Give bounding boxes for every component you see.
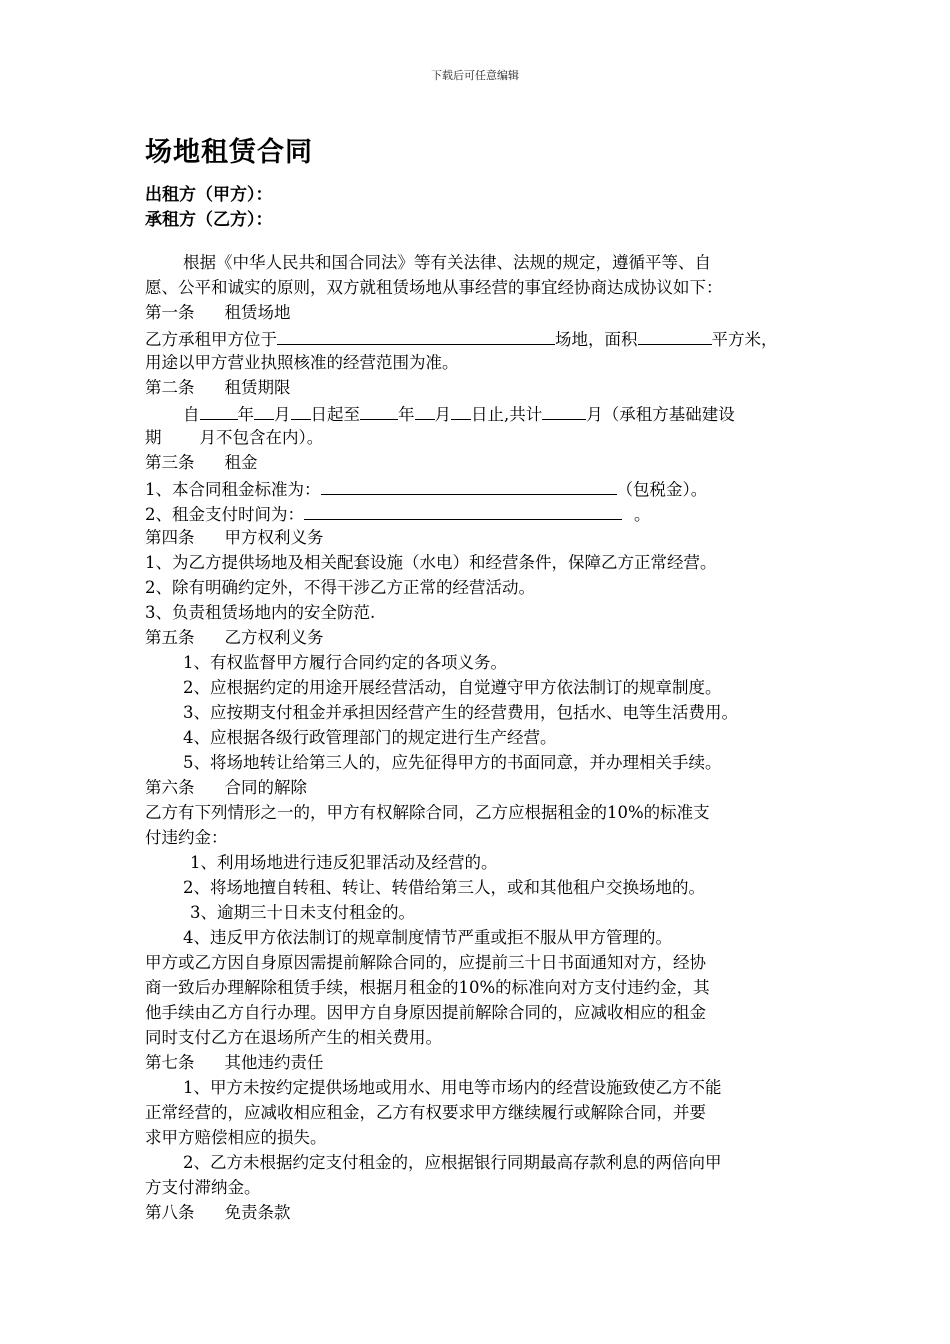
list-item: 2、将场地擅自转租、转让、转借给第三人，或和其他租户交换场地的。 bbox=[183, 878, 705, 897]
area-blank bbox=[638, 330, 712, 345]
payment-time-blank bbox=[304, 505, 622, 520]
paragraph-line: 商一致后办理解除租赁手续，根据月租金的10%的标准向对方支付违约金，其 bbox=[145, 978, 710, 997]
paragraph-line: 甲方或乙方因自身原因需提前解除合同的，应提前三十日书面通知对方，经协 bbox=[145, 953, 706, 972]
list-item: 2、除有明确约定外，不得干涉乙方正常的经营活动。 bbox=[145, 578, 535, 597]
article-1-usage-line: 用途以甲方营业执照核准的经营范围为准。 bbox=[145, 353, 459, 372]
article-heading: 第二条 租赁期限 bbox=[145, 378, 291, 397]
paragraph-line: 2、乙方未根据约定支付租金的，应根据银行同期最高存款利息的两倍向甲 bbox=[183, 1153, 722, 1172]
lessee-label: 承租方（乙方）： bbox=[145, 210, 273, 230]
article-heading: 第五条 乙方权利义务 bbox=[145, 628, 324, 647]
intro-line: 根据《中华人民共和国合同法》等有关法律、法规的规定，遵循平等、自 bbox=[183, 253, 711, 272]
article-heading: 第六条 合同的解除 bbox=[145, 778, 307, 797]
article-2-period-line: 自 年 月 日起至 年 月 日止,共计 月（承租方基础建设 bbox=[183, 405, 735, 424]
list-item: 2、应根据约定的用途开展经营活动，自觉遵守甲方依法制订的规章制度。 bbox=[183, 678, 722, 697]
paragraph-line: 付违约金： bbox=[145, 828, 228, 847]
article-heading: 第三条 租金 bbox=[145, 453, 258, 472]
rent-standard-blank bbox=[321, 480, 617, 495]
paragraph-line: 他手续由乙方自行办理。因甲方自身原因提前解除合同的，应减收相应的租金 bbox=[145, 1003, 706, 1022]
rent-payment-line: 2、租金支付时间为： 。 bbox=[145, 505, 651, 524]
list-item: 4、应根据各级行政管理部门的规定进行生产经营。 bbox=[183, 728, 557, 747]
location-blank bbox=[277, 330, 555, 345]
list-item: 3、逾期三十日未支付租金的。 bbox=[190, 903, 415, 922]
lessor-label: 出租方（甲方）： bbox=[145, 185, 273, 205]
paragraph-line: 1、甲方未按约定提供场地或用水、用电等市场内的经营设施致使乙方不能 bbox=[183, 1078, 722, 1097]
article-2-period-line: 期 月不包含在内）。 bbox=[145, 428, 324, 447]
list-item: 1、为乙方提供场地及相关配套设施（水电）和经营条件，保障乙方正常经营。 bbox=[145, 553, 717, 572]
list-item: 5、将场地转让给第三人的，应先征得甲方的书面同意，并办理相关手续。 bbox=[183, 753, 722, 772]
paragraph-line: 方支付滞纳金。 bbox=[145, 1178, 261, 1197]
paragraph-line: 乙方有下列情形之一的，甲方有权解除合同，乙方应根据租金的10%的标准支 bbox=[145, 803, 710, 822]
paragraph-line: 求甲方赔偿相应的损失。 bbox=[145, 1128, 327, 1147]
article-heading: 第四条 甲方权利义务 bbox=[145, 528, 324, 547]
list-item: 1、有权监督甲方履行合同约定的各项义务。 bbox=[183, 653, 507, 672]
paragraph-line: 同时支付乙方在退场所产生的相关费用。 bbox=[145, 1028, 442, 1047]
list-item: 1、利用场地进行违反犯罪活动及经营的。 bbox=[190, 853, 498, 872]
article-heading: 第八条 免责条款 bbox=[145, 1203, 291, 1222]
paragraph-line: 正常经营的，应减收相应租金，乙方有权要求甲方继续履行或解除合同，并要 bbox=[145, 1103, 706, 1122]
article-heading: 第七条 其他违约责任 bbox=[145, 1053, 324, 1072]
list-item: 4、违反甲方依法制订的规章制度情节严重或拒不服从甲方管理的。 bbox=[183, 928, 672, 947]
article-1-location-line: 乙方承租甲方位于 场地，面积 平方米， bbox=[145, 330, 778, 349]
rent-standard-line: 1、本合同租金标准为： （包税金）。 bbox=[145, 480, 708, 499]
article-heading: 第一条 租赁场地 bbox=[145, 303, 291, 322]
list-item: 3、应按期支付租金并承担因经营产生的经营费用，包括水、电等生活费用。 bbox=[183, 703, 738, 722]
document-title: 场地租赁合同 bbox=[145, 137, 313, 168]
intro-line: 愿、公平和诚实的原则，双方就租赁场地从事经营的事宜经协商达成协议如下： bbox=[145, 278, 723, 297]
page-header: 下载后可任意编辑 bbox=[431, 69, 519, 82]
list-item: 3、负责租赁场地内的安全防范. bbox=[145, 603, 376, 622]
